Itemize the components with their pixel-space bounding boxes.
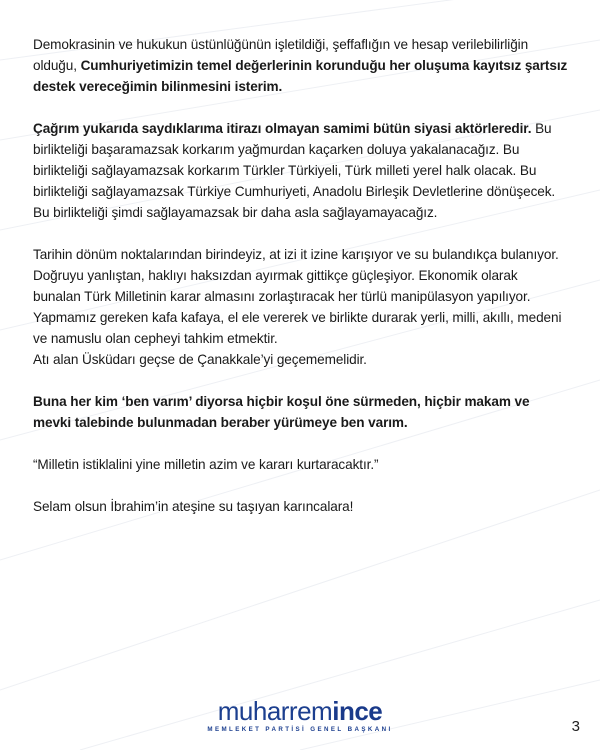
paragraph-1 [33,34,568,97]
paragraph-4-bold: Buna her kim ‘ben varım’ diyorsa hiçbir koşul öne sürmeden, hiçbir makam ve mevki talebinde bulunmadan beraber yürümeye ben varım. [33,394,530,430]
paragraph-6 [33,496,568,517]
paragraph-2 [33,118,568,223]
logo-subtitle: MEMLEKET PARTİSİ GENEL BAŞKANI [207,726,393,733]
quote-text: “Milletin istiklalini yine milletin azim ve kararı kurtaracaktır.” [33,457,379,472]
paragraph-1-bold: Cumhuriyetimizin temel değerlerinin korunduğu her oluşuma kayıtsız şartsız destek vereceğimin bilinmesini isterim. [33,58,568,94]
letter-body [33,34,568,538]
logo-wordmark [0,698,600,724]
paragraph-3 [33,244,568,370]
paragraph-1-text: Demokrasinin ve hukukun üstünlüğünün işletildiği, şeffaflığın ve hesap verilebilirliğin olduğu, [33,37,529,73]
paragraph-3-text: Tarihin dönüm noktalarından birindeyiz, at izi it izine karışıyor ve su bulandıkça bulanıyor. Doğruyu yanlıştan, haklıyı haksızdan ayırmak gittikçe güçleşiyor. Ekonomik olarak bunalan Türk Milletinin karar almasını zorlaştıracak her türlü manipülasyon yapılıyor. Yapmamız gereken kafa kafaya, el ele vererek ve birlikte durarak yerli, milli, akıllı, medeni ve namuslu olan cepheyi tahkim etmektir. [33,247,562,346]
logo-name-thin: muharrem [217,696,333,726]
paragraph-5-quote [33,454,568,475]
closing-text: Selam olsun İbrahim’in ateşine su taşıyan karıncalara! [33,499,354,514]
paragraph-2-text: Bu birlikteliği başaramazsak korkarım yağmurdan kaçarken doluya yakalanacağız. Bu birlikteliği sağlayamazsak korkarım Türkler Türkiyeli, Türk milleti yerel halk olacak. Bu birlikteliği sağlayamazsak Türkiye Cumhuriyeti, Anadolu Birleşik Devletlerine dönüşecek. Bu birlikteliği şimdi sağlayamazsak bir daha asla sağlayamayacağız. [33,121,556,220]
page-number: 3 [571,718,580,735]
paragraph-3-last-line: Atı alan Üsküdarı geçse de Çanakkale’yi geçememelidir. [33,352,367,367]
brand-logo [0,698,600,733]
paragraph-2-bold: Çağrım yukarıda saydıklarıma itirazı olmayan samimi bütün siyasi aktörleredir. [33,121,532,136]
logo-name-bold: ince [332,696,383,726]
paragraph-4 [33,391,568,433]
